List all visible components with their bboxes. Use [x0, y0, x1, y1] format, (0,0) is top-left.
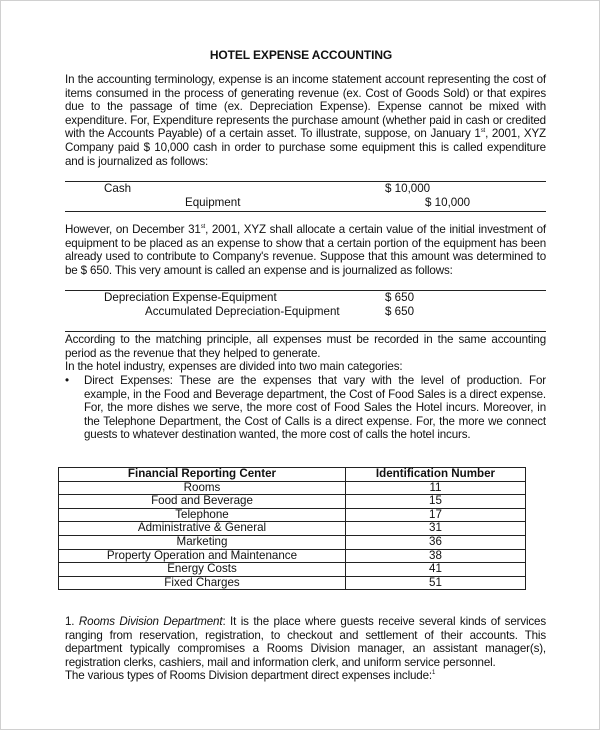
cell-center: Telephone: [59, 508, 346, 522]
intro-text-part1: In the accounting terminology, expense is an income statement account representing the cost of items consumed in the process of generating revenue (ex. Cost of Goods Sold) or that expires due to the passage of time (ex. Depreciation Expense). Expense cannot be mixed with expenditure. For, Expenditure represents the purchase amount (whether paid in cash or credited with the Accounts Payable) of a certain asset. To illustrate, suppose, on January 1: [65, 73, 546, 141]
rooms-division-paragraph: [65, 615, 546, 669]
bullet-text: Direct Expenses: These are the expenses that vary with the level of production. For example, in the Food and Beverage department, the Cost of Food Sales is a direct expense. For, the more dishes we serve, the more cost of Food Sales the Hotel incurs. Moreover, in the Telephone Department, the Cost of Calls is a direct expense. For, the more we connect guests to whatever destination wanted, the more cost of calls the hotel incurs.: [84, 374, 546, 442]
table-row: [59, 563, 526, 577]
footnote-superscript: 1: [431, 670, 436, 676]
table-row: [59, 549, 526, 563]
journal2-credit-account: Accumulated Depreciation-Equipment: [145, 305, 340, 318]
cell-id: 17: [346, 508, 526, 522]
table-row: [59, 522, 526, 536]
table-header-row: [59, 468, 526, 482]
table-row: [59, 576, 526, 590]
rooms-expense-types-line: [65, 669, 546, 683]
journal-top-rule: [65, 181, 546, 182]
cell-center: Rooms: [59, 481, 346, 495]
cell-center: Marketing: [59, 535, 346, 549]
ordinal-superscript: st: [480, 128, 486, 135]
financial-reporting-center-table: [58, 467, 526, 590]
section-number: 1.: [65, 615, 75, 628]
cell-id: 51: [346, 576, 526, 590]
second-paragraph: [65, 223, 546, 277]
section-heading: Rooms Division Department: [78, 615, 223, 628]
table-header-center: Financial Reporting Center: [59, 468, 346, 482]
matching-principle-paragraph: According to the matching principle, all expenses must be recorded in the same accounting period as the revenue that they helped to generate.: [65, 333, 546, 360]
journal2-credit-amount: $ 650: [385, 305, 415, 318]
journal1-credit-amount: $ 10,000: [425, 196, 471, 209]
cell-id: 36: [346, 535, 526, 549]
cell-center: Food and Beverage: [59, 495, 346, 509]
intro-text-part2: , 2001, XYZ Company paid $ 10,000 cash in order to purchase some equipment this is called expenditure and is journalized as follows:: [65, 127, 546, 168]
journal2-bottom-rule: [65, 331, 546, 332]
cell-id: 31: [346, 522, 526, 536]
second-text-part1: However, on December 31: [65, 223, 201, 236]
cell-center: Fixed Charges: [59, 576, 346, 590]
bullet-icon: •: [65, 374, 70, 387]
journal-bottom-rule: [65, 211, 546, 212]
types-line-text: The various types of Rooms Division department direct expenses include:: [65, 669, 432, 682]
cell-center: Property Operation and Maintenance: [59, 549, 346, 563]
table-header-id: Identification Number: [346, 468, 526, 482]
table-row: [59, 535, 526, 549]
journal1-credit-account: Equipment: [185, 196, 241, 209]
cell-id: 41: [346, 563, 526, 577]
cell-center: Energy Costs: [59, 563, 346, 577]
document-title: HOTEL EXPENSE ACCOUNTING: [209, 48, 393, 62]
cell-id: 15: [346, 495, 526, 509]
journal1-debit-account: Cash: [104, 182, 132, 195]
journal2-debit-amount: $ 650: [385, 291, 415, 304]
cell-id: 11: [346, 481, 526, 495]
cell-id: 38: [346, 549, 526, 563]
table-row: [59, 495, 526, 509]
second-text-part2: , 2001, XYZ shall allocate a certain value of the initial investment of equipment to be placed as an expense to show that a certain portion of the equipment has been already used to contribute to Company's revenue. Suppose that this amount was determined to be $ 650. This very amount is called an expense and is journalized as follows:: [65, 223, 547, 277]
categories-intro: In the hotel industry, expenses are divided into two main categories:: [65, 360, 403, 373]
ordinal-superscript: st: [200, 224, 206, 230]
cell-center: Administrative & General: [59, 522, 346, 536]
journal2-debit-account: Depreciation Expense-Equipment: [104, 291, 277, 304]
intro-paragraph: [65, 73, 546, 168]
section-body: : It is the place where guests receive several kinds of services ranging from reservation, registration, to checkout and settlement of their accounts. This department typically compromises a Rooms Division manager, an assistant manager(s), registration clerks, cashiers, mail and information clerk, and uniform service personnel.: [65, 615, 546, 669]
table-row: [59, 508, 526, 522]
table-row: [59, 481, 526, 495]
journal1-debit-amount: $ 10,000: [385, 182, 431, 195]
